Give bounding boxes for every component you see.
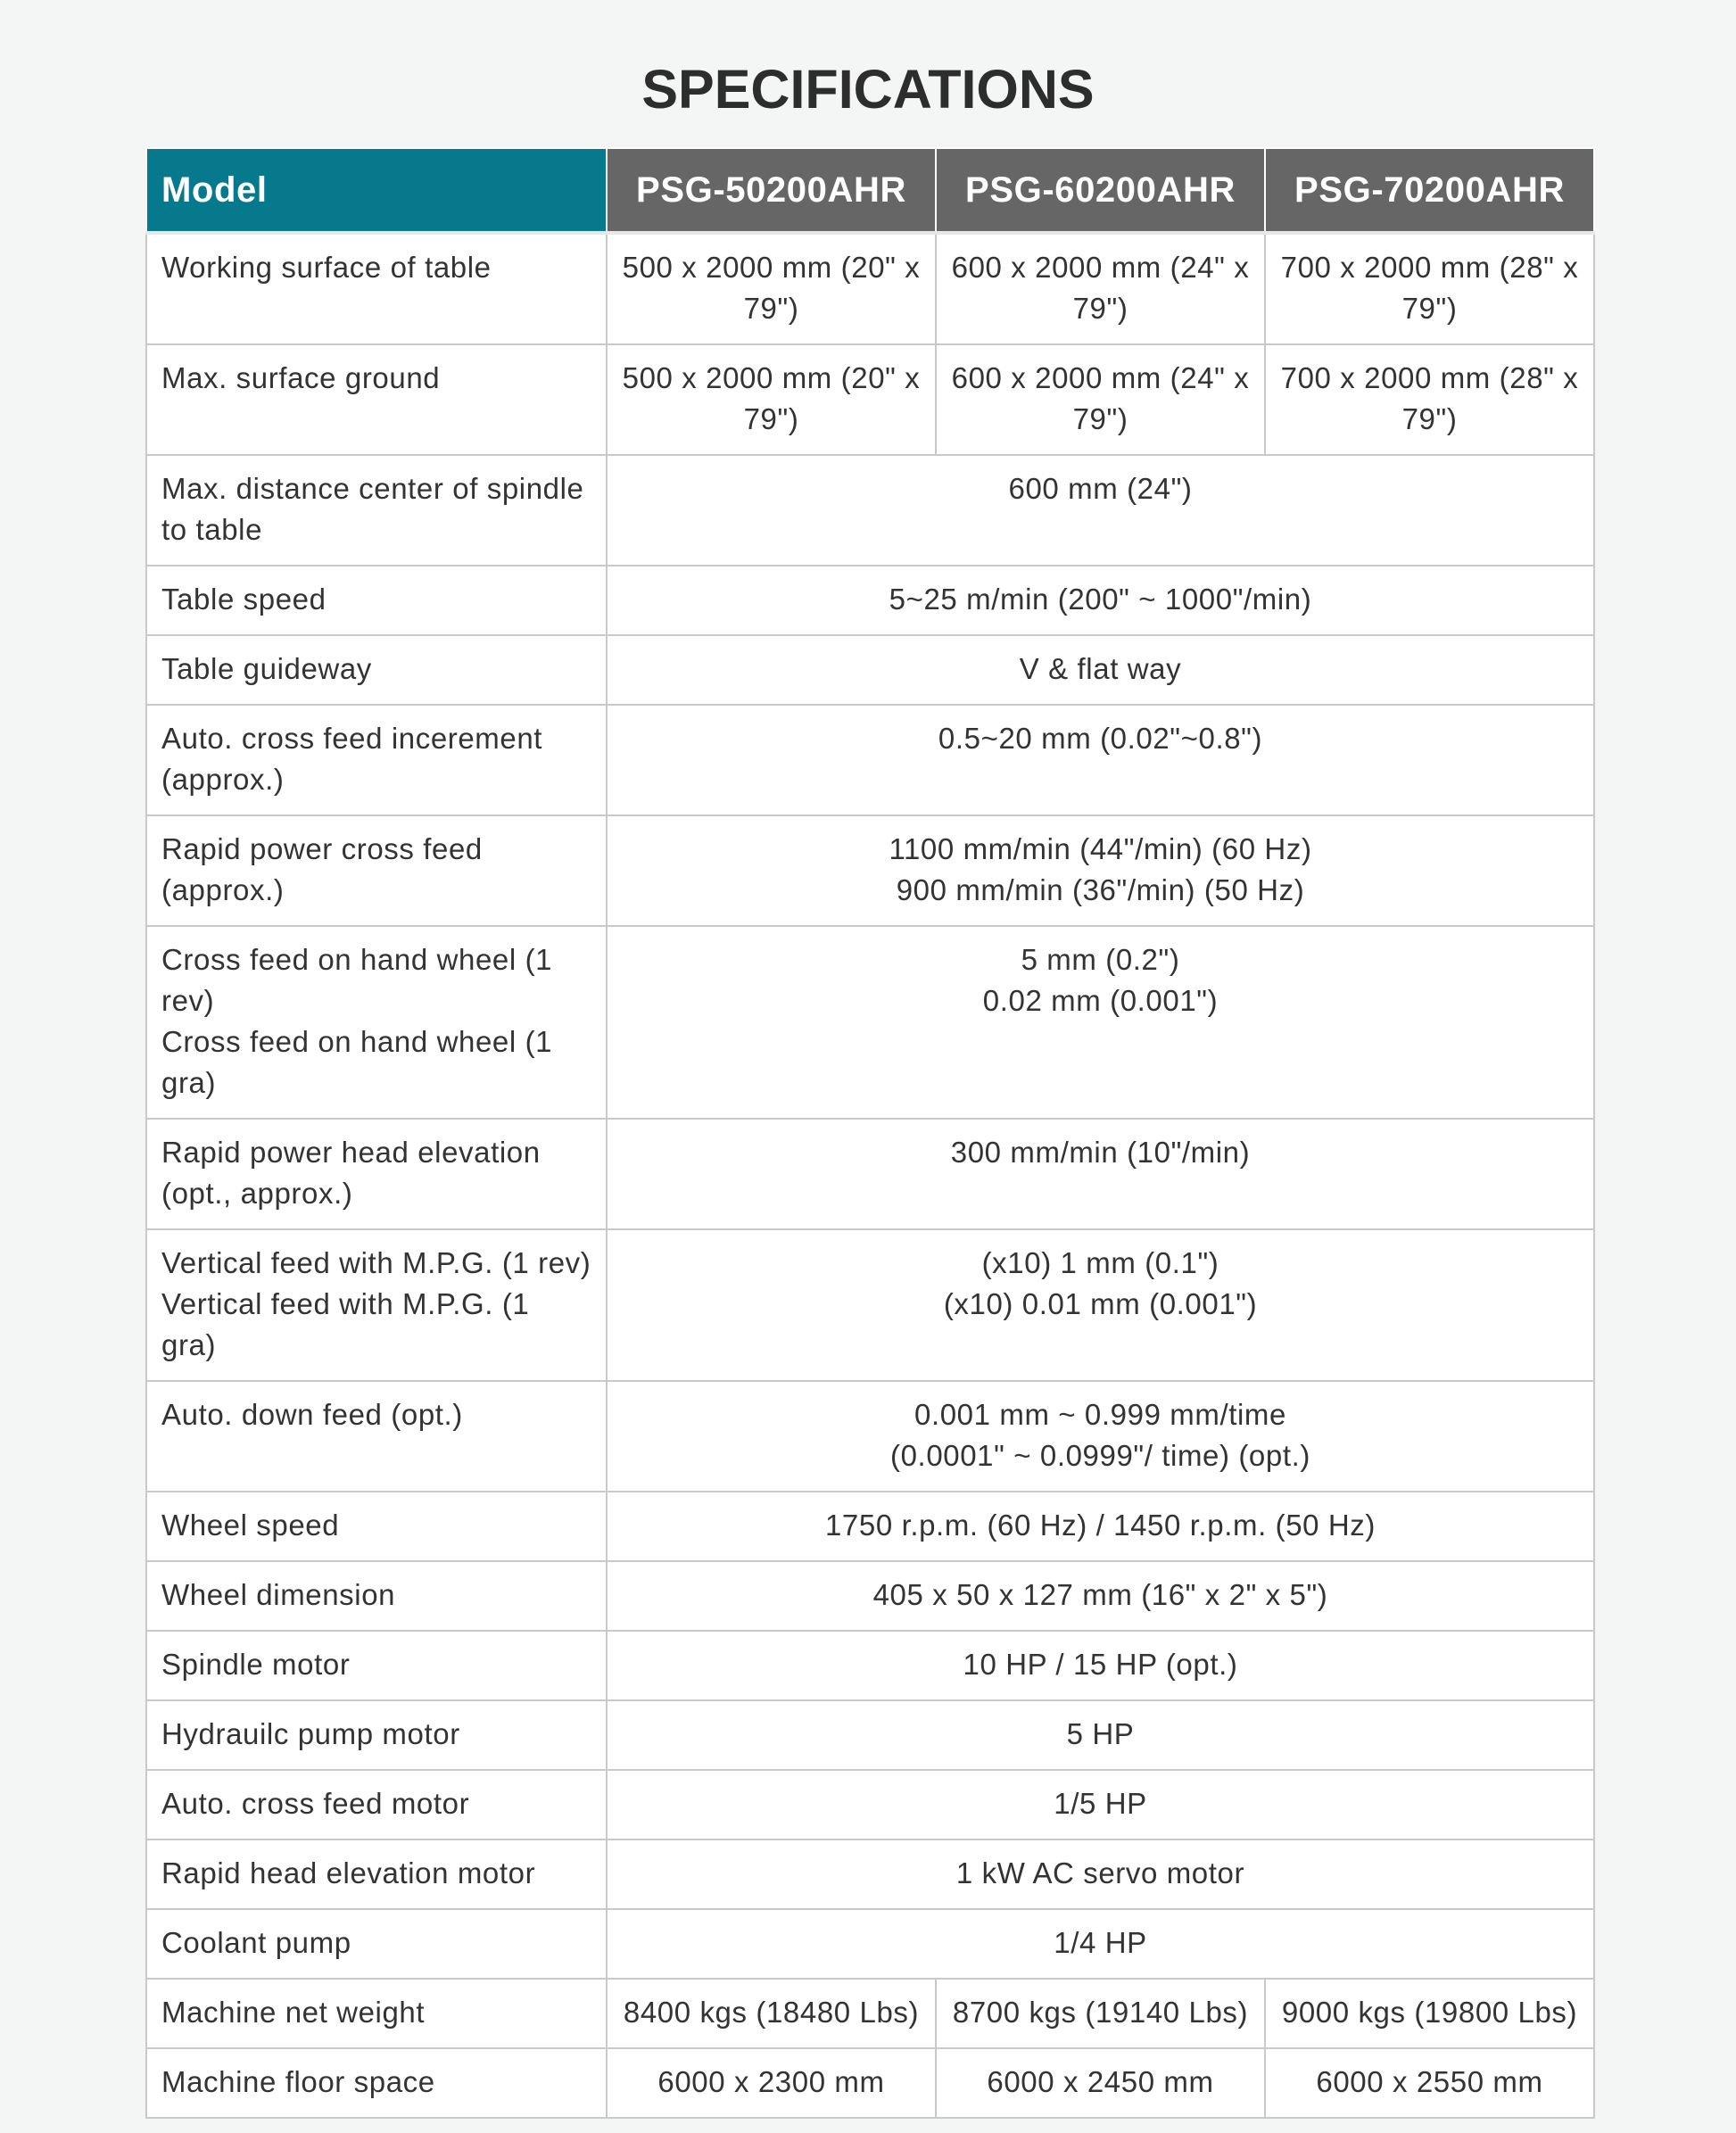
spec-label-cell bbox=[146, 1119, 607, 1229]
spec-label-cell bbox=[146, 705, 607, 815]
cell-text-line: 9000 kgs (19800 Lbs) bbox=[1281, 1996, 1578, 2029]
cell-text-line: Table speed bbox=[161, 583, 327, 616]
cell-text-line: V & flat way bbox=[1019, 652, 1182, 685]
cell-text-line: Vertical feed with M.P.G. (1 gra) bbox=[161, 1287, 530, 1361]
spec-shared-value-cell bbox=[607, 1770, 1594, 1840]
spec-label-cell bbox=[146, 635, 607, 705]
spec-label-cell bbox=[146, 1631, 607, 1700]
cell-text-line: 500 x 2000 mm (20" x 79") bbox=[622, 251, 921, 325]
cell-text-line: 6000 x 2300 mm bbox=[657, 2065, 885, 2098]
table-row bbox=[146, 1979, 1594, 2048]
spec-label-cell bbox=[146, 1700, 607, 1770]
spec-value-cell bbox=[607, 233, 936, 344]
cell-text-line: Machine net weight bbox=[161, 1996, 426, 2029]
spec-shared-value-cell bbox=[607, 566, 1594, 635]
cell-text-line: Wheel dimension bbox=[161, 1578, 396, 1611]
spec-shared-value-cell bbox=[607, 705, 1594, 815]
cell-text-line: 900 mm/min (36"/min) (50 Hz) bbox=[896, 873, 1305, 906]
cell-text-line: Table guideway bbox=[161, 652, 372, 685]
spec-shared-value-cell bbox=[607, 1840, 1594, 1909]
cell-text-line: Machine floor space bbox=[161, 2065, 435, 2098]
cell-text-line: 1750 r.p.m. (60 Hz) / 1450 r.p.m. (50 Hz) bbox=[824, 1509, 1376, 1542]
cell-text-line: 1/4 HP bbox=[1054, 1926, 1147, 1959]
spec-value-cell bbox=[936, 344, 1265, 455]
spec-shared-value-cell bbox=[607, 1492, 1594, 1561]
spec-value-cell bbox=[607, 344, 936, 455]
model-header-psg-60200ahr: PSG-60200AHR bbox=[936, 148, 1265, 233]
cell-text-line: Coolant pump bbox=[161, 1926, 351, 1959]
cell-text-line: 0.02 mm (0.001") bbox=[982, 984, 1219, 1017]
table-body bbox=[146, 233, 1594, 2118]
spec-shared-value-cell bbox=[607, 1700, 1594, 1770]
model-header-psg-70200ahr: PSG-70200AHR bbox=[1265, 148, 1594, 233]
table-row bbox=[146, 566, 1594, 635]
table-row bbox=[146, 455, 1594, 566]
table-row bbox=[146, 1770, 1594, 1840]
spec-label-cell bbox=[146, 1979, 607, 2048]
table-row bbox=[146, 1119, 1594, 1229]
cell-text-line: Auto. cross feed motor bbox=[161, 1787, 470, 1820]
spec-shared-value-cell bbox=[607, 1909, 1594, 1979]
cell-text-line: Hydrauilc pump motor bbox=[161, 1717, 460, 1750]
cell-text-line: 1/5 HP bbox=[1054, 1787, 1147, 1820]
cell-text-line: 600 mm (24") bbox=[1008, 472, 1193, 505]
cell-text-line: Cross feed on hand wheel (1 gra) bbox=[161, 1025, 553, 1099]
cell-text-line: (x10) 0.01 mm (0.001") bbox=[943, 1287, 1258, 1320]
table-row bbox=[146, 1840, 1594, 1909]
spec-label-cell bbox=[146, 233, 607, 344]
cell-text-line: Wheel speed bbox=[161, 1509, 340, 1542]
table-row bbox=[146, 1381, 1594, 1492]
spec-shared-value-cell bbox=[607, 1119, 1594, 1229]
spec-label-cell bbox=[146, 1770, 607, 1840]
table-row bbox=[146, 2048, 1594, 2118]
spec-value-cell bbox=[607, 1979, 936, 2048]
spec-shared-value-cell bbox=[607, 1381, 1594, 1492]
spec-label-cell bbox=[146, 1381, 607, 1492]
spec-label-cell bbox=[146, 1229, 607, 1381]
spec-label-cell bbox=[146, 815, 607, 926]
model-header-psg-50200ahr: PSG-50200AHR bbox=[607, 148, 936, 233]
table-row bbox=[146, 1700, 1594, 1770]
spec-shared-value-cell bbox=[607, 635, 1594, 705]
cell-text-line: 300 mm/min (10"/min) bbox=[950, 1136, 1251, 1169]
cell-text-line: Spindle motor bbox=[161, 1648, 351, 1681]
cell-text-line: Max. distance center of spindle to table bbox=[161, 472, 584, 546]
spec-shared-value-cell bbox=[607, 1561, 1594, 1631]
spec-shared-value-cell bbox=[607, 455, 1594, 566]
spec-value-cell bbox=[1265, 2048, 1594, 2118]
cell-text-line: Auto. cross feed incerement (approx.) bbox=[161, 722, 543, 796]
cell-text-line: Auto. down feed (opt.) bbox=[161, 1398, 463, 1431]
spec-label-cell bbox=[146, 344, 607, 455]
table-row bbox=[146, 1492, 1594, 1561]
table-header-row bbox=[146, 148, 1594, 233]
spec-label-cell bbox=[146, 2048, 607, 2118]
cell-text-line: (0.0001" ~ 0.0999"/ time) (opt.) bbox=[890, 1439, 1310, 1472]
spec-value-cell bbox=[607, 2048, 936, 2118]
spec-shared-value-cell bbox=[607, 815, 1594, 926]
spec-value-cell bbox=[1265, 233, 1594, 344]
table-row bbox=[146, 926, 1594, 1119]
spec-label-cell bbox=[146, 1561, 607, 1631]
spec-value-cell bbox=[1265, 1979, 1594, 2048]
cell-text-line: 1100 mm/min (44"/min) (60 Hz) bbox=[889, 832, 1312, 865]
cell-text-line: 405 x 50 x 127 mm (16" x 2" x 5") bbox=[872, 1578, 1328, 1611]
cell-text-line: 10 HP / 15 HP (opt.) bbox=[963, 1648, 1238, 1681]
table-row bbox=[146, 1631, 1594, 1700]
spec-value-cell bbox=[1265, 344, 1594, 455]
spec-shared-value-cell bbox=[607, 1229, 1594, 1381]
cell-text-line: 8700 kgs (19140 Lbs) bbox=[952, 1996, 1249, 2029]
cell-text-line: Working surface of table bbox=[161, 251, 492, 284]
cell-text-line: 700 x 2000 mm (28" x 79") bbox=[1280, 361, 1579, 435]
cell-text-line: 5 mm (0.2") bbox=[1021, 943, 1180, 976]
spec-value-cell bbox=[936, 233, 1265, 344]
table-row bbox=[146, 815, 1594, 926]
cell-text-line: 700 x 2000 mm (28" x 79") bbox=[1280, 251, 1579, 325]
cell-text-line: 1 kW AC servo motor bbox=[955, 1856, 1245, 1889]
table-row bbox=[146, 1229, 1594, 1381]
table-row bbox=[146, 635, 1594, 705]
cell-text-line: 600 x 2000 mm (24" x 79") bbox=[951, 251, 1250, 325]
spec-shared-value-cell bbox=[607, 926, 1594, 1119]
cell-text-line: 600 x 2000 mm (24" x 79") bbox=[951, 361, 1250, 435]
cell-text-line: 500 x 2000 mm (20" x 79") bbox=[622, 361, 921, 435]
cell-text-line: 8400 kgs (18480 Lbs) bbox=[623, 1996, 920, 2029]
table-row bbox=[146, 233, 1594, 344]
spec-label-cell bbox=[146, 455, 607, 566]
page-title: SPECIFICATIONS bbox=[641, 59, 1095, 120]
spec-label-cell bbox=[146, 1840, 607, 1909]
cell-text-line: 5~25 m/min (200" ~ 1000"/min) bbox=[889, 583, 1312, 616]
specifications-table bbox=[145, 147, 1595, 2119]
cell-text-line: Vertical feed with M.P.G. (1 rev) bbox=[161, 1246, 591, 1279]
table-row bbox=[146, 1909, 1594, 1979]
cell-text-line: 5 HP bbox=[1066, 1717, 1135, 1750]
spec-shared-value-cell bbox=[607, 1631, 1594, 1700]
table-row bbox=[146, 1561, 1594, 1631]
spec-value-cell bbox=[936, 2048, 1265, 2118]
spec-label-cell bbox=[146, 566, 607, 635]
table-row bbox=[146, 705, 1594, 815]
spec-label-cell bbox=[146, 1909, 607, 1979]
spec-label-cell bbox=[146, 1492, 607, 1561]
cell-text-line: Max. surface ground bbox=[161, 361, 441, 394]
cell-text-line: (x10) 1 mm (0.1") bbox=[981, 1246, 1219, 1279]
cell-text-line: Rapid power cross feed (approx.) bbox=[161, 832, 483, 906]
cell-text-line: 0.5~20 mm (0.02"~0.8") bbox=[938, 722, 1263, 755]
spec-value-cell bbox=[936, 1979, 1265, 2048]
cell-text-line: Cross feed on hand wheel (1 rev) bbox=[161, 943, 553, 1017]
cell-text-line: 6000 x 2550 mm bbox=[1316, 2065, 1543, 2098]
model-column-header: Model bbox=[146, 148, 607, 233]
table-row bbox=[146, 344, 1594, 455]
cell-text-line: 6000 x 2450 mm bbox=[987, 2065, 1214, 2098]
cell-text-line: Rapid head elevation motor bbox=[161, 1856, 536, 1889]
cell-text-line: Rapid power head elevation (opt., approx.) bbox=[161, 1136, 541, 1210]
spec-label-cell bbox=[146, 926, 607, 1119]
cell-text-line: 0.001 mm ~ 0.999 mm/time bbox=[914, 1398, 1286, 1431]
